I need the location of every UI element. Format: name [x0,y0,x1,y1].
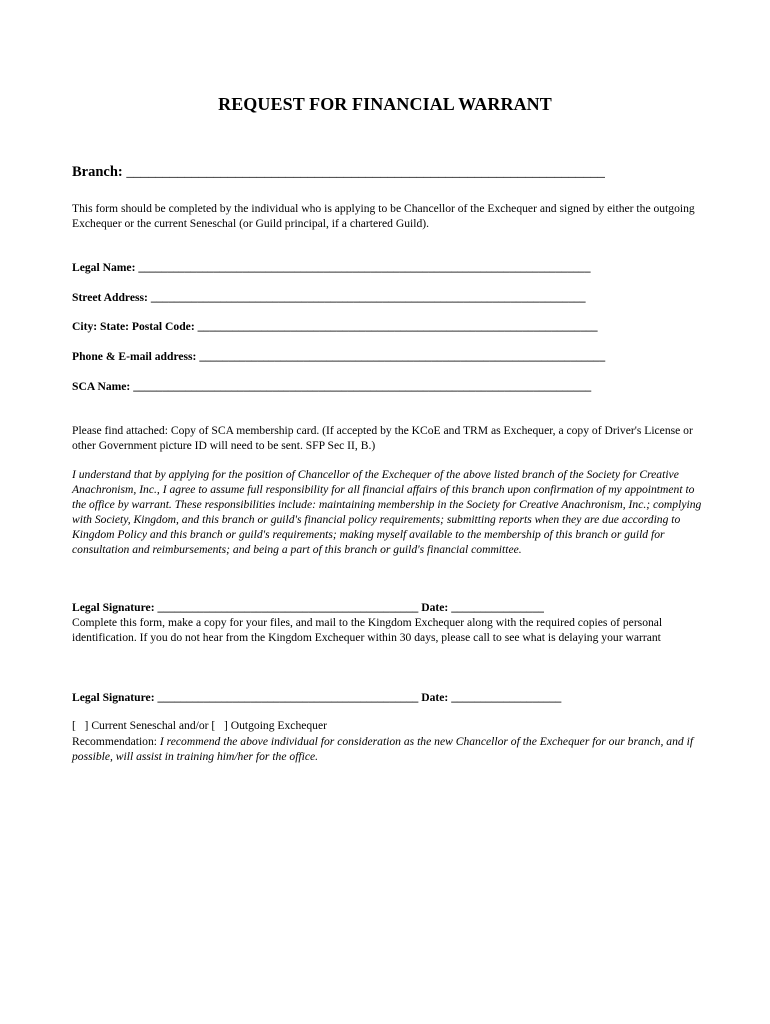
field-blank[interactable]: ______________________________________________________________________ [199,350,606,363]
branch-blank[interactable]: __________________________________________________________________ [126,164,605,180]
legal-signature-1[interactable] [72,600,544,615]
recommendation-label: Recommendation: [72,735,158,748]
field-blank[interactable]: ______________________________________________________________________________ [138,261,591,274]
date-blank[interactable]: ___________________ [451,691,562,704]
date-blank[interactable]: ________________ [451,601,544,614]
field-label: Legal Name: [72,261,136,274]
street-address-field[interactable] [72,290,586,305]
role-checkboxes[interactable]: [ ] Current Seneschal and/or [ ] Outgoing Exchequer [72,719,327,732]
phone-email-field[interactable] [72,349,605,364]
branch-field[interactable] [72,165,605,180]
page-title: REQUEST FOR FINANCIAL WARRANT [218,94,552,114]
attachment-paragraph: Please find attached: Copy of SCA membership card. (If accepted by the KCoE and TRM as Exchequer, a copy of Driver's License or other Government picture ID will need to be sent. SFP Sec II, B.) [72,424,693,452]
field-blank[interactable]: _____________________________________________________________________ [197,320,598,333]
field-blank[interactable]: _______________________________________________________________________________ [133,380,592,393]
signature-blank[interactable]: _____________________________________________ [157,691,419,704]
field-label: Phone & E-mail address: [72,350,197,363]
field-label: SCA Name: [72,380,131,393]
recommendation [72,734,702,764]
field-label: Street Address: [72,291,148,304]
understanding-paragraph: I understand that by applying for the position of Chancellor of the Exchequer of the above listed branch of the Society for Creative Anachronism, Inc., I agree to assume full responsibility for all financial affairs of this branch upon confirmation of my appointment to the office by warrant. These responsibilities include: maintaining membership in the Society for Creative Anachronism, Inc.; complying with Society, Kingdom, and this branch or guild's financial policy requirements; submitting reports when they are due according to Kingdom Policy and this branch or guild's requirements; making myself available to the membership of this branch or guild for consultation and reimbursements; and being a part of this branch or guild's financial committee. [72,468,702,556]
legal-signature-2[interactable] [72,690,561,705]
signature-label: Legal Signature: [72,601,155,614]
date-label: Date: [421,691,449,704]
date-label: Date: [421,601,449,614]
sca-name-field[interactable] [72,379,591,394]
legal-name-field[interactable] [72,260,591,275]
city-state-postal-field[interactable] [72,319,598,334]
signature-label: Legal Signature: [72,691,155,704]
field-blank[interactable]: ___________________________________________________________________________ [150,291,586,304]
signature-blank[interactable]: _____________________________________________ [157,601,419,614]
branch-label: Branch: [72,164,123,180]
field-label: City: State: Postal Code: [72,320,195,333]
recommendation-text: I recommend the above individual for consideration as the new Chancellor of the Exchequer for our branch, and if possible, will assist in training him/her for the office. [72,735,694,763]
instructions-paragraph: Complete this form, make a copy for your files, and mail to the Kingdom Exchequer along with the required copies of personal identification. If you do not hear from the Kingdom Exchequer within 30 days, please call to see what is delaying your warrant [72,616,663,644]
intro-paragraph: This form should be completed by the individual who is applying to be Chancellor of the Exchequer and signed by either the outgoing Exchequer or the current Seneschal (or Guild principal, if a chartered Guild). [72,202,695,230]
